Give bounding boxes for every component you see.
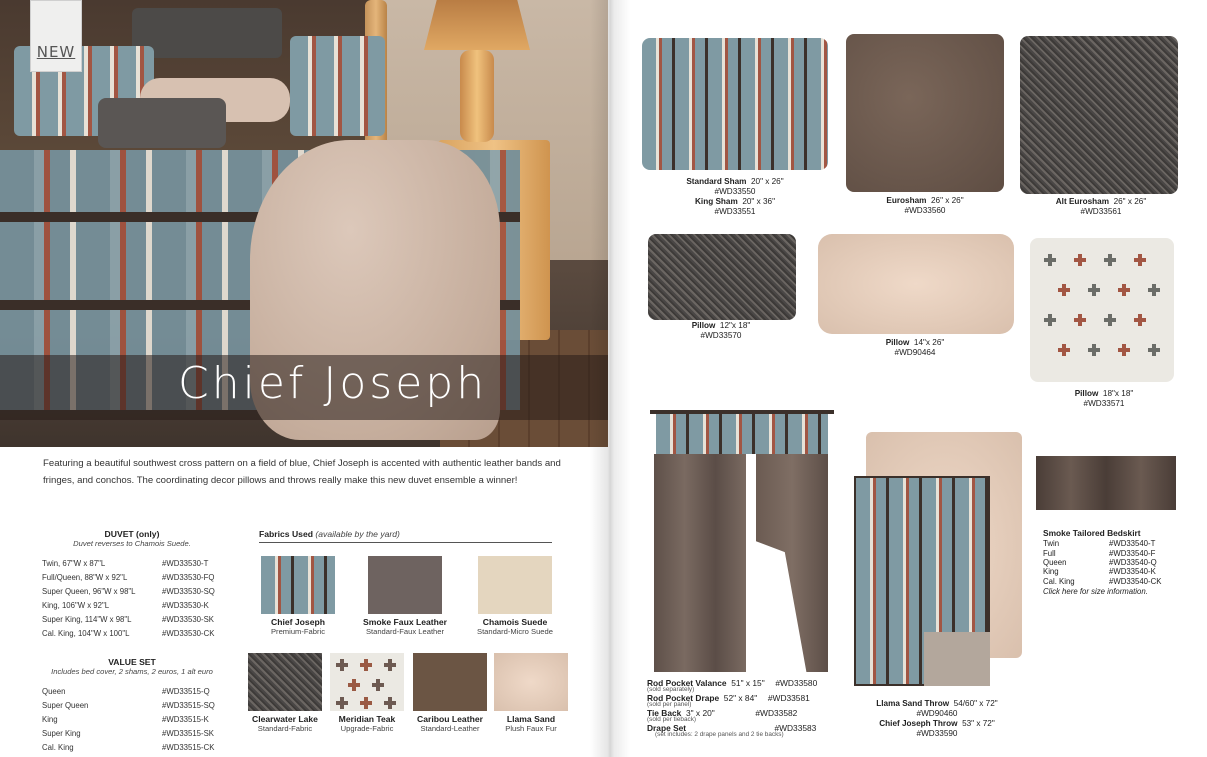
list-item: Super Queen #WD33515-SQ [42,700,215,710]
intro-text: Featuring a beautiful southwest cross pattern on a field of blue, Chief Joseph is accented with authentic leather bands and fringes, and conchos. The coordinating decor pillows and throws really make this new duvet ensemble a winner! [43,458,561,486]
product-caption: Pillow 14"x 26" #WD90464 [885,338,945,357]
fabric-swatch: Caribou Leather Standard-Leather [410,653,490,733]
size-info-link[interactable]: Click here for size information. [1043,586,1148,596]
list-item: King #WD33515-K [42,714,209,724]
list-item: Cal. King, 104"W x 100"L #WD33530-CK [42,628,215,638]
lamp-icon [424,0,530,50]
list-item: Super Queen, 96"W x 98"L #WD33530-SQ [42,586,215,596]
list-item: Queen #WD33515-Q [42,686,210,696]
list-item: Cal. King #WD33515-CK [42,742,215,752]
product-caption: Eurosham 26" x 26" #WD33560 [886,196,964,215]
list-item: King, 106"W x 92"L #WD33530-K [42,600,209,610]
list-item: Full/Queen, 88"W x 92"L #WD33530-FQ [42,572,215,582]
bedskirt-image [1036,456,1176,510]
bedskirt-size-list: Smoke Tailored Bedskirt Twin #WD33540-T Full #WD33540-F Queen #WD33540-Q King #WD33540-K Cal. King #WD33540-CK Click here for size information. [1043,528,1162,596]
product-caption: Pillow 12"x 18" #WD33570 [691,321,751,340]
list-item: Cal. King #WD33540-CK [1043,576,1162,586]
fabric-swatch: Chamois Suede Standard-Micro Suede [470,556,560,636]
list-item: Super King, 114"W x 98"L #WD33530-SK [42,614,215,624]
duvet-subheading: Duvet reverses to Chamois Suede. [73,539,191,548]
new-badge: NEW [30,0,82,72]
fabric-swatch: Clearwater Lake Standard-Fabric [246,653,324,733]
drapes-list: Rod Pocket Valance 51" x 15" #WD33580 (sold separately) Rod Pocket Drape 52" x 84" #WD33581 (sold per panel) Tie Back 3" x 20" #WD33582 (sold per tieback) Drape Set #WD33583 (set includes: 2 drape panels and 2 tie backs) [647,678,818,738]
list-item: Twin, 67"W x 87"L #WD33530-T [42,558,209,568]
list-item: Rod Pocket Valance 51" x 15" #WD33580 [647,678,818,688]
page-title: Chief Joseph [178,358,488,409]
list-item: Twin #WD33540-T [1043,539,1156,549]
product-caption: Llama Sand Throw 54/60" x 72" #WD90460 Chief Joseph Throw 53" x 72" #WD33590 [876,699,998,738]
drape-left-image [654,454,746,672]
list-item: Tie Back 3" x 20" #WD33582 [647,708,798,718]
fabrics-heading: Fabrics Used (available by the yard) [259,529,552,543]
product-caption: Alt Eurosham 26" x 26" #WD33561 [1055,197,1147,216]
duvet-size-list [42,556,252,640]
product-caption: Standard Sham 20" x 26" #WD33550 King Sham 20" x 36" #WD33551 [686,177,784,216]
fabric-swatch: Meridian Teak Upgrade-Fabric [330,653,404,733]
product-caption: Pillow 18"x 18" #WD33571 [1074,389,1134,408]
duvet-heading: DUVET (only) [104,529,160,539]
hero-photo [0,0,608,447]
pillow-12x18-image [648,234,796,320]
list-item: Super King #WD33515-SK [42,728,215,738]
list-item: Full #WD33540-F [1043,548,1156,558]
list-item: Rod Pocket Drape 52" x 84" #WD33581 [647,693,810,703]
standard-sham-image [642,38,828,170]
valance-image [656,414,828,454]
list-item: King #WD33540-K [1043,567,1156,577]
pillow-18x18-image [1030,238,1174,382]
list-item: Drape Set #WD33583 [647,723,817,733]
pillow-14x26-image [818,234,1014,334]
value-set-heading: VALUE SET [108,657,156,667]
fabric-swatch: Smoke Faux Leather Standard-Faux Leather [358,556,452,636]
eurosham-image [846,34,1004,192]
value-set-size-list [42,684,252,754]
list-item: Queen #WD33540-Q [1043,557,1157,567]
value-set-subheading: Includes bed cover, 2 shams, 2 euros, 1 alt euro [51,667,213,676]
fabric-swatch: Chief Joseph Premium-Fabric [261,556,335,636]
fabric-swatch: Llama Sand Plush Faux Fur [494,653,568,733]
alt-eurosham-image [1020,36,1178,194]
